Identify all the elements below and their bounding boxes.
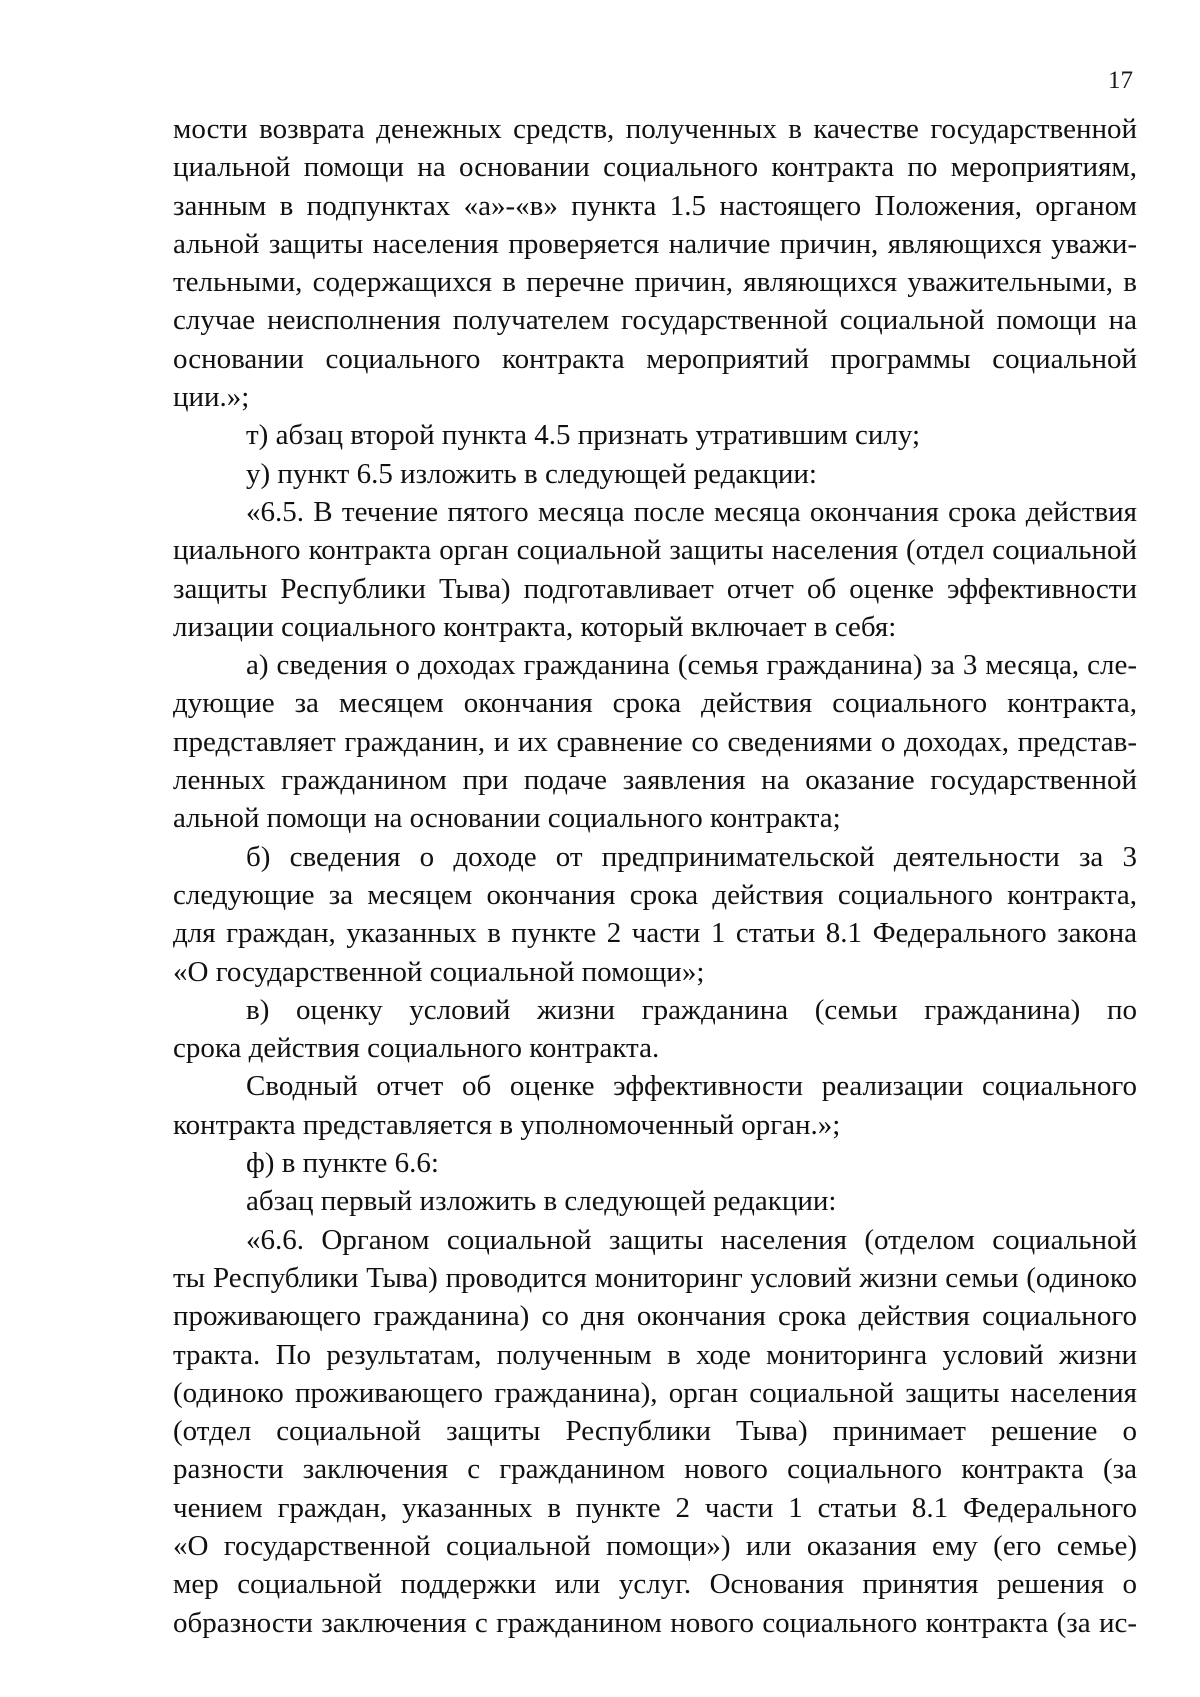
page-number: 17 xyxy=(1108,67,1133,94)
text-line: (отдел социальной защиты Республики Тыва) принимает решение о xyxy=(173,1415,1137,1448)
text-line: проживающего гражданина) со дня окончания срока действия социального xyxy=(173,1300,1137,1333)
text-line: в) оценку условий жизни гражданина (семьи гражданина) по xyxy=(246,993,1137,1026)
text-line: Сводный отчет об оценке эффективности реализации социального xyxy=(246,1070,1137,1103)
text-line: мости возврата денежных средств, полученных в качестве государственной xyxy=(173,113,1137,145)
text-line: чением граждан, указанных в пункте 2 части 1 статьи 8.1 Федерального xyxy=(173,1491,1137,1524)
text-line: дующие за месяцем окончания срока действия социального контракта, xyxy=(173,687,1137,720)
text-line: разности заключения с гражданином нового социального контракта (за xyxy=(173,1453,1137,1486)
text-line: альной помощи на основании социального контракта; xyxy=(173,802,841,835)
text-line: б) сведения о доходе от предпринимательской деятельности за 3 xyxy=(246,840,1137,873)
text-line: мер социальной поддержки или услуг. Основания принятия решения о xyxy=(173,1568,1137,1601)
text-line: циальной помощи на основании социального контракта по мероприятиям, xyxy=(173,151,1137,184)
text-line: «6.6. Органом социальной защиты населения (отделом социальной xyxy=(246,1223,1137,1256)
text-line: «6.5. В течение пятого месяца после месяца окончания срока действия xyxy=(246,495,1137,528)
text-line: образности заключения с гражданином нового социального контракта (за ис- xyxy=(173,1606,1137,1639)
text-line: ты Республики Тыва) проводится мониторинг условий жизни семьи (одиноко xyxy=(173,1261,1137,1294)
text-line: представляет гражданин, и их сравнение со сведениями о доходах, представ- xyxy=(173,725,1137,758)
text-line: тельными, содержащихся в перечне причин, являющихся уважительными, в xyxy=(173,266,1137,299)
text-line: следующие за месяцем окончания срока действия социального контракта, xyxy=(173,878,1137,911)
text-line: (одиноко проживающего гражданина), орган социальной защиты населения xyxy=(173,1376,1137,1409)
document-body xyxy=(173,110,1137,1642)
text-line: лизации социального контракта, который включает в себя: xyxy=(173,610,897,643)
text-line: занным в подпунктах «а»-«в» пункта 1.5 настоящего Положения, органом xyxy=(173,189,1137,222)
text-line: «О государственной социальной помощи»; xyxy=(173,955,705,988)
text-line: случае неисполнения получателем государственной социальной помощи на xyxy=(173,304,1137,337)
text-line: ф) в пункте 6.6: xyxy=(246,1147,439,1180)
text-line: т) абзац второй пункта 4.5 признать утратившим силу; xyxy=(246,419,921,452)
text-line: тракта. По результатам, полученным в ходе мониторинга условий жизни xyxy=(173,1338,1137,1371)
text-line: «О государственной социальной помощи») или оказания ему (его семье) xyxy=(173,1529,1137,1562)
text-line: для граждан, указанных в пункте 2 части 1 статьи 8.1 Федерального закона xyxy=(173,917,1137,950)
text-line: ленных гражданином при подаче заявления на оказание государственной xyxy=(173,764,1137,797)
text-line: срока действия социального контракта. xyxy=(173,1032,660,1065)
text-line: а) сведения о доходах гражданина (семья гражданина) за 3 месяца, сле- xyxy=(246,649,1137,682)
text-line: циального контракта орган социальной защиты населения (отдел социальной xyxy=(173,534,1137,567)
text-line: ции.»; xyxy=(173,381,250,414)
text-line: у) пункт 6.5 изложить в следующей редакции: xyxy=(246,457,817,490)
text-line: контракта представляется в уполномоченный орган.»; xyxy=(173,1108,841,1141)
text-line: абзац первый изложить в следующей редакции: xyxy=(246,1185,837,1218)
text-line: основании социального контракта мероприятий программы социальной xyxy=(173,342,1137,375)
text-line: защиты Республики Тыва) подготавливает отчет об оценке эффективности xyxy=(173,572,1137,605)
text-line: альной защиты населения проверяется наличие причин, являющихся уважи- xyxy=(173,227,1137,260)
